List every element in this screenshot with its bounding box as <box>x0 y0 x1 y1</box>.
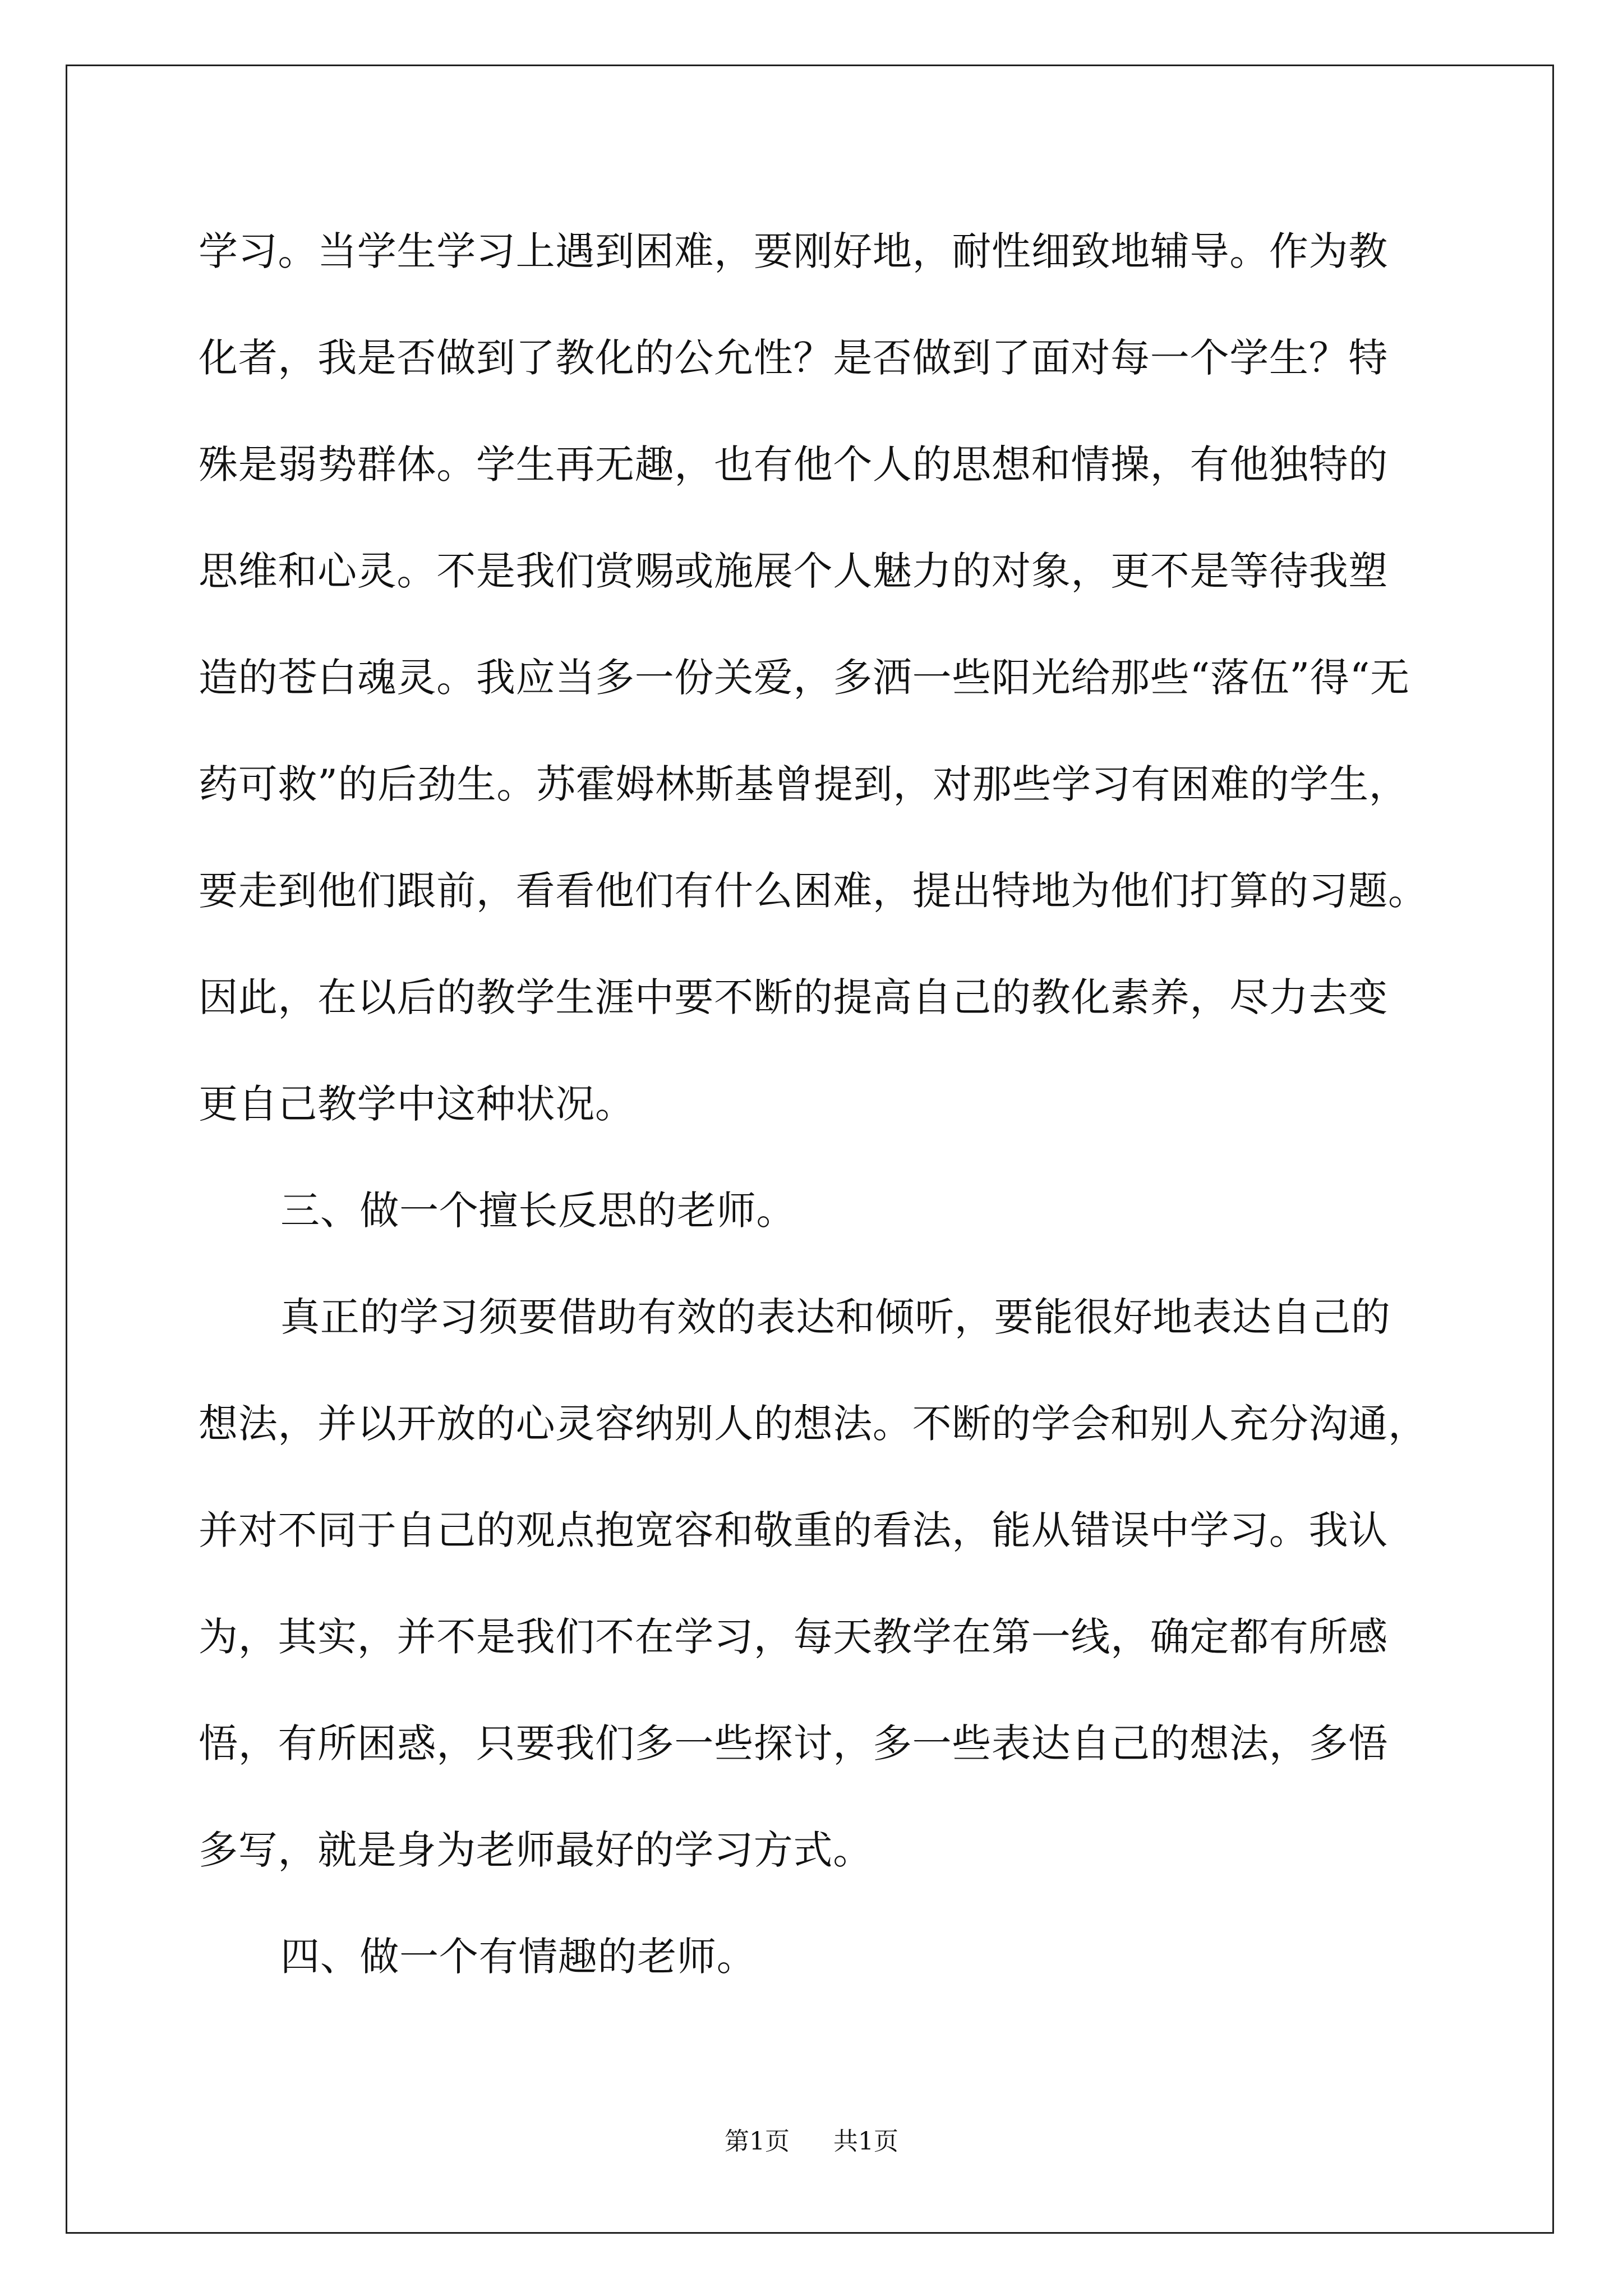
page-number-total: 共1页 <box>833 2127 898 2156</box>
paragraph-line: 多写，就是身为老师最好的学习方式。 <box>199 1827 873 1873</box>
page-footer <box>0 2125 1623 2159</box>
paragraph-line: 想法，并以开放的心灵容纳别人的想法。不断的学会和别人充分沟通， <box>199 1401 1428 1447</box>
paragraph-line: 化者，我是否做到了教化的公允性？是否做到了面对每一个学生？特 <box>199 335 1388 381</box>
paragraph-line: 药可救”的后劲生。苏霍姆林斯基曾提到，对那些学习有困难的学生， <box>199 761 1409 807</box>
paragraph-line: 要走到他们跟前，看看他们有什么困难，提出特地为他们打算的习题。 <box>199 868 1428 914</box>
paragraph-line: 真正的学习须要借助有效的表达和倾听，要能很好地表达自己的 <box>280 1294 1391 1340</box>
paragraph-line: 更自己教学中这种状况。 <box>199 1081 635 1127</box>
paragraph-line: 学习。当学生学习上遇到困难，要刚好地，耐性细致地辅导。作为教 <box>199 228 1388 274</box>
section-heading-4: 四、做一个有情趣的老师。 <box>280 1934 757 1980</box>
paragraph-line: 并对不同于自己的观点抱宽容和敬重的看法，能从错误中学习。我认 <box>199 1507 1388 1553</box>
paragraph-line: 思维和心灵。不是我们赏赐或施展个人魅力的对象，更不是等待我塑 <box>199 548 1388 594</box>
section-heading-3: 三、做一个擅长反思的老师。 <box>280 1188 796 1234</box>
paragraph-line: 因此，在以后的教学生涯中要不断的提高自己的教化素养，尽力去变 <box>199 974 1388 1020</box>
paragraph-line: 造的苍白魂灵。我应当多一份关爱，多洒一些阳光给那些“落伍”得“无 <box>199 655 1410 701</box>
paragraph-line: 悟，有所困惑，只要我们多一些探讨，多一些表达自己的想法，多悟 <box>199 1720 1388 1766</box>
document-body <box>199 218 1455 2030</box>
paragraph-line: 殊是弱势群体。学生再无趣，也有他个人的思想和情操，有他独特的 <box>199 441 1388 487</box>
page-number-current: 第1页 <box>725 2127 790 2156</box>
paragraph-line: 为，其实，并不是我们不在学习，每天教学在第一线，确定都有所感 <box>199 1614 1388 1660</box>
